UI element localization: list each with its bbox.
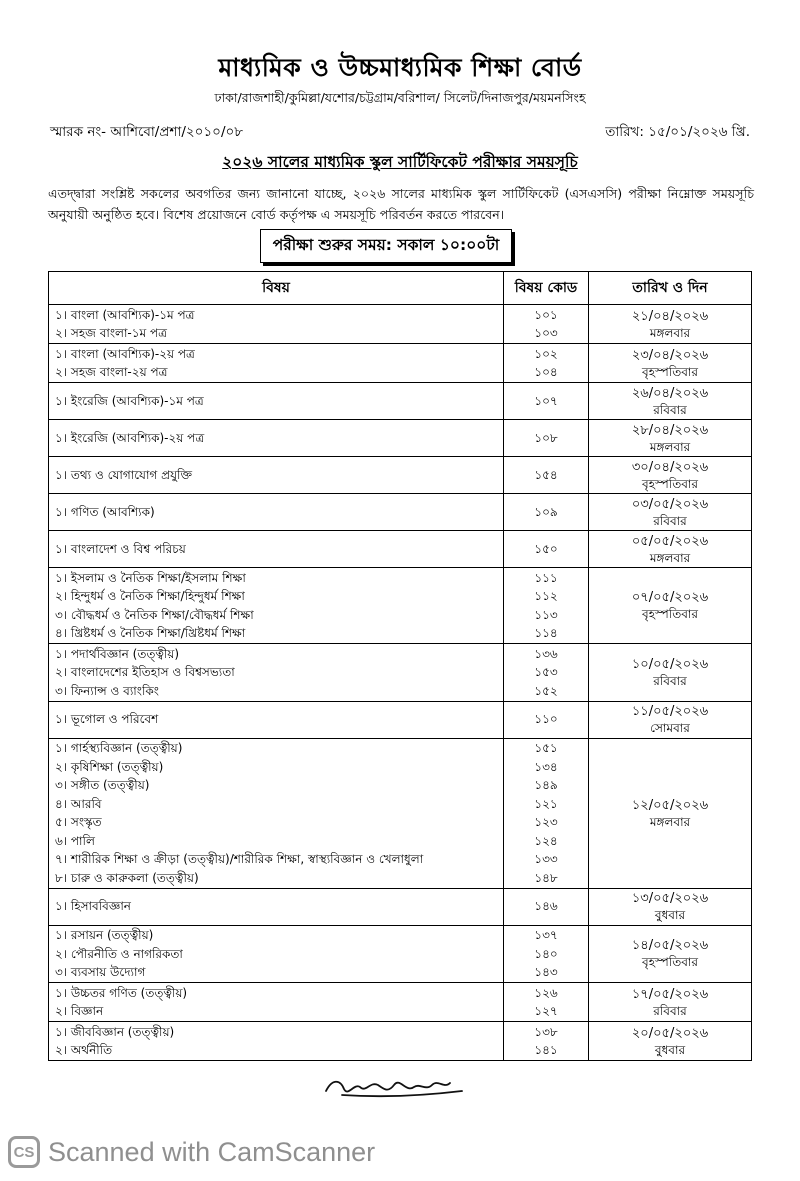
code-cell <box>504 1022 589 1061</box>
subject-code: ১৩৩ <box>534 852 558 866</box>
subject-name: ১। উচ্চতর গণিত (তত্ত্বীয়) <box>55 985 188 1000</box>
subject-code: ১২৬ <box>534 985 558 1000</box>
date-day-cell <box>589 305 752 344</box>
code-cell <box>504 420 589 457</box>
exam-date: ১৪/০৫/২০২৬ <box>631 938 709 954</box>
subject-cell <box>49 983 504 1022</box>
subject-name: ১। ইসলাম ও নৈতিক শিক্ষা/ইসলাম শিক্ষা <box>55 570 246 585</box>
exam-date: ২৬/০৪/২০২৬ <box>631 385 709 401</box>
exam-day: সোমবার <box>650 721 690 735</box>
code-cell <box>504 888 589 925</box>
table-row <box>49 925 752 983</box>
subject-name: ১। ইংরেজি (আবশ্যিক)-১ম পত্র <box>55 393 204 408</box>
subject-name: ২। পৌরনীতি ও নাগরিকতা <box>55 946 183 961</box>
date-day-cell <box>589 383 752 420</box>
exam-day: বৃহস্পতিবার <box>642 364 698 379</box>
subject-code: ১৩৮ <box>534 1024 558 1039</box>
subject-name: ৩। সঙ্গীত (তত্ত্বীয়) <box>55 778 150 792</box>
subject-cell <box>49 344 504 383</box>
camscanner-logo-icon: CS <box>8 1136 40 1168</box>
date-day-cell <box>589 344 752 383</box>
issue-date: তারিখ: ১৫/০১/২০২৬ খ্রি. <box>605 124 750 140</box>
subject-code: ১২১ <box>534 796 558 811</box>
subject-name: ৩। বৌদ্ধধর্ম ও নৈতিক শিক্ষা/বৌদ্ধধর্ম শিক্ষা <box>55 607 254 622</box>
subject-cell <box>49 738 504 888</box>
exam-date: ১০/০৫/২০২৬ <box>631 656 709 672</box>
subject-cell <box>49 420 504 457</box>
exam-date: ২০/০৫/২০২৬ <box>631 1025 709 1041</box>
board-regions: ঢাকা/রাজশাহী/কুমিল্লা/যশোর/চট্টগ্রাম/বরিশাল/ সিলেট/দিনাজপুর/ময়মনসিংহ <box>214 90 586 105</box>
subject-cell <box>49 383 504 420</box>
exam-day: মঙ্গলবার <box>649 439 691 454</box>
subject-code: ১০৪ <box>534 365 558 379</box>
subject-name: ২। বাংলাদেশের ইতিহাস ও বিশ্বসভ্যতা <box>55 665 235 679</box>
table-row <box>49 1022 752 1061</box>
date-day-cell <box>589 925 752 983</box>
date-day-cell <box>589 1022 752 1061</box>
subject-code: ১৩৬ <box>534 646 558 661</box>
subject-code: ১৫৩ <box>534 665 558 679</box>
table-row <box>49 383 752 420</box>
date-day-cell <box>589 568 752 644</box>
subject-code: ১৪৮ <box>534 870 558 885</box>
exam-date: ২১/০৪/২০২৬ <box>631 308 709 324</box>
exam-date: ০৭/০৫/২০২৬ <box>631 590 709 605</box>
camscanner-watermark <box>8 1132 375 1172</box>
table-row <box>49 701 752 738</box>
subject-cell <box>49 1022 504 1061</box>
subject-name: ৮। চারু ও কারুকলা (তত্ত্বীয়) <box>55 870 199 885</box>
code-cell <box>504 305 589 344</box>
subject-name: ২। সহজ বাংলা-২য় পত্র <box>55 365 168 379</box>
code-cell <box>504 494 589 531</box>
subject-name: ২। হিন্দুধর্ম ও নৈতিক শিক্ষা/হিন্দুধর্ম শিক্ষা <box>55 589 245 603</box>
table-row <box>49 344 752 383</box>
subject-name: ৫। সংস্কৃত <box>55 815 102 829</box>
exam-routine-table <box>48 271 752 1061</box>
date-day-cell <box>589 457 752 494</box>
exam-day: বৃহস্পতিবার <box>642 476 698 491</box>
code-cell <box>504 983 589 1022</box>
exam-date: ১২/০৫/২০২৬ <box>631 797 709 813</box>
exam-day: মঙ্গলবার <box>649 325 691 340</box>
subject-name: ১। তথ্য ও যোগাযোগ প্রযুক্তি <box>55 467 193 482</box>
exam-day: মঙ্গলবার <box>649 550 691 565</box>
exam-day: বৃহস্পতিবার <box>642 607 698 621</box>
memo-number: স্মারক নং- আশিবো/প্রশা/২০১০/০৮ <box>50 124 244 140</box>
date-day-cell <box>589 644 752 702</box>
date-day-cell <box>589 888 752 925</box>
date-day-cell <box>589 701 752 738</box>
subject-name: ২। কৃষিশিক্ষা (তত্ত্বীয়) <box>55 759 164 774</box>
subject-cell <box>49 568 504 644</box>
intro-paragraph: এতদ্দ্বারা সংশ্লিষ্ট সকলের অবগতির জন্য জানানো যাচ্ছে, ২০২৬ সালের মাধ্যমিক স্কুল সার্টিফিকেট (এসএসসি) পরীক্ষা নিম্নোক্ত সময়সূচি অনুযায়ী অনুষ্ঠিত হবে। বিশেষ প্রয়োজনে বোর্ড কর্তৃপক্ষ এ সময়সূচি পরিবর্তন করতে পারবেন। <box>48 186 754 222</box>
exam-day: রবিবার <box>653 513 687 528</box>
header-subject: বিষয় <box>49 272 504 305</box>
exam-day: মঙ্গলবার <box>649 814 691 829</box>
subject-name: ৪। আরবি <box>55 796 102 811</box>
subject-code: ১২৪ <box>534 833 558 848</box>
subject-code: ১৪০ <box>534 946 558 961</box>
table-row <box>49 644 752 702</box>
subject-name: ১। হিসাববিজ্ঞান <box>55 899 131 914</box>
subject-name: ৩। ফিন্যান্স ও ব্যাংকিং <box>55 683 159 698</box>
subject-code: ১২৭ <box>534 1004 558 1018</box>
subject-name: ১। বাংলা (আবশ্যিক)-১ম পত্র <box>55 307 195 322</box>
code-cell <box>504 644 589 702</box>
subject-name: ২। বিজ্ঞান <box>55 1004 104 1018</box>
subject-code: ১০৯ <box>534 504 558 519</box>
camscanner-text: Scanned with CamScanner <box>48 1136 376 1167</box>
subject-code: ১৩৪ <box>534 759 558 774</box>
subject-code: ১৪৯ <box>534 778 558 792</box>
subject-code: ১৫০ <box>534 541 558 556</box>
table-row <box>49 568 752 644</box>
subject-cell <box>49 925 504 983</box>
date-day-cell <box>589 420 752 457</box>
subject-cell <box>49 701 504 738</box>
table-header-row <box>49 272 752 305</box>
exam-date: ১৭/০৫/২০২৬ <box>631 986 709 1002</box>
subject-code: ১০৩ <box>534 326 558 340</box>
exam-date: ২৮/০৪/২০২৬ <box>631 422 709 438</box>
table-row <box>49 305 752 344</box>
date-day-cell <box>589 738 752 888</box>
table-row <box>49 738 752 888</box>
subject-cell <box>49 888 504 925</box>
exam-date: ১১/০৫/২০২৬ <box>631 704 709 719</box>
code-cell <box>504 701 589 738</box>
subject-code: ১১০ <box>534 712 558 727</box>
subject-code: ১১১ <box>534 570 558 585</box>
subject-code: ১৩৭ <box>534 928 558 942</box>
code-cell <box>504 383 589 420</box>
exam-date: ০৫/০৫/২০২৬ <box>631 533 709 549</box>
code-cell <box>504 925 589 983</box>
exam-date: ১৩/০৫/২০২৬ <box>631 891 709 906</box>
exam-day: রবিবার <box>653 1003 687 1018</box>
subject-cell <box>49 305 504 344</box>
header-date-day: তারিখ ও দিন <box>589 272 752 305</box>
table-row <box>49 888 752 925</box>
notice-title-text: ২০২৬ সালের মাধ্যমিক স্কুল সার্টিফিকেট পরীক্ষার সময়সূচি <box>222 153 578 171</box>
subject-name: ১। ভূগোল ও পরিবেশ <box>55 712 159 727</box>
subject-name: ১। জীববিজ্ঞান (তত্ত্বীয়) <box>55 1024 175 1039</box>
exam-day: বুধবার <box>654 1042 686 1057</box>
subject-code: ১০৮ <box>534 430 558 445</box>
subject-cell <box>49 644 504 702</box>
subject-cell <box>49 457 504 494</box>
subject-cell <box>49 531 504 568</box>
code-cell <box>504 457 589 494</box>
subject-code: ১২৩ <box>534 815 558 829</box>
subject-name: ১। রসায়ন (তত্ত্বীয়) <box>55 928 154 942</box>
exam-date: ৩০/০৪/২০২৬ <box>631 459 709 475</box>
subject-name: ১। পদার্থবিজ্ঞান (তত্ত্বীয়) <box>55 646 180 661</box>
code-cell <box>504 738 589 888</box>
code-cell <box>504 568 589 644</box>
subject-code: ১৫১ <box>534 741 558 755</box>
subject-code: ১৪১ <box>534 1043 558 1057</box>
subject-name: ৪। খ্রিষ্টধর্ম ও নৈতিক শিক্ষা/খ্রিষ্টধর্ম শিক্ষা <box>55 626 246 640</box>
date-day-cell <box>589 531 752 568</box>
exam-day: রবিবার <box>653 673 687 688</box>
table-body <box>49 305 752 1061</box>
subject-code: ১৪৬ <box>534 899 558 914</box>
exam-day: রবিবার <box>653 402 687 417</box>
table-row <box>49 457 752 494</box>
table-row <box>49 983 752 1022</box>
exam-day: বুধবার <box>654 908 686 922</box>
table-row <box>49 494 752 531</box>
table-row <box>49 531 752 568</box>
signature <box>322 1071 472 1101</box>
subject-name: ২। সহজ বাংলা-১ম পত্র <box>55 326 167 340</box>
header-code: বিষয় কোড <box>504 272 589 305</box>
subject-name: ১। ইংরেজি (আবশ্যিক)-২য় পত্র <box>55 430 205 445</box>
subject-code: ১০১ <box>534 307 558 322</box>
subject-name: ১। গণিত (আবশ্যিক) <box>55 504 155 519</box>
code-cell <box>504 531 589 568</box>
subject-code: ১৫৪ <box>534 467 558 482</box>
subject-code: ১০৭ <box>534 393 558 408</box>
subject-code: ১১৩ <box>534 607 558 622</box>
subject-name: ৩। ব্যবসায় উদ্যোগ <box>55 965 146 979</box>
subject-name: ৬। পালি <box>55 833 95 848</box>
subject-code: ১১৪ <box>534 626 558 640</box>
exam-date: ০৩/০৫/২০২৬ <box>631 496 709 512</box>
subject-name: ২। অর্থনীতি <box>55 1043 113 1057</box>
board-name: মাধ্যমিক ও উচ্চমাধ্যমিক শিক্ষা বোর্ড <box>218 53 582 82</box>
subject-code: ১৫২ <box>534 683 558 698</box>
subject-name: ১। গার্হস্থ্যবিজ্ঞান (তত্ত্বীয়) <box>55 741 183 755</box>
date-day-cell <box>589 983 752 1022</box>
subject-cell <box>49 494 504 531</box>
notice-title <box>0 150 800 176</box>
subject-name: ৭। শারীরিক শিক্ষা ও ক্রীড়া (তত্ত্বীয়)/শারীরিক শিক্ষা, স্বাস্থ্যবিজ্ঞান ও খেলাধুলা <box>55 852 424 866</box>
subject-code: ১৪৩ <box>534 965 558 979</box>
subject-name: ১। বাংলা (আবশ্যিক)-২য় পত্র <box>55 346 195 361</box>
table-row <box>49 420 752 457</box>
date-day-cell <box>589 494 752 531</box>
exam-date: ২৩/০৪/২০২৬ <box>631 347 709 363</box>
code-cell <box>504 344 589 383</box>
subject-name: ১। বাংলাদেশ ও বিশ্ব পরিচয় <box>55 541 186 556</box>
subject-code: ১০২ <box>534 346 558 361</box>
exam-day: বৃহস্পতিবার <box>642 955 698 970</box>
subject-code: ১১২ <box>534 589 558 603</box>
exam-start-time-box: পরীক্ষা শুরুর সময়: সকাল ১০:০০টা <box>260 229 512 263</box>
